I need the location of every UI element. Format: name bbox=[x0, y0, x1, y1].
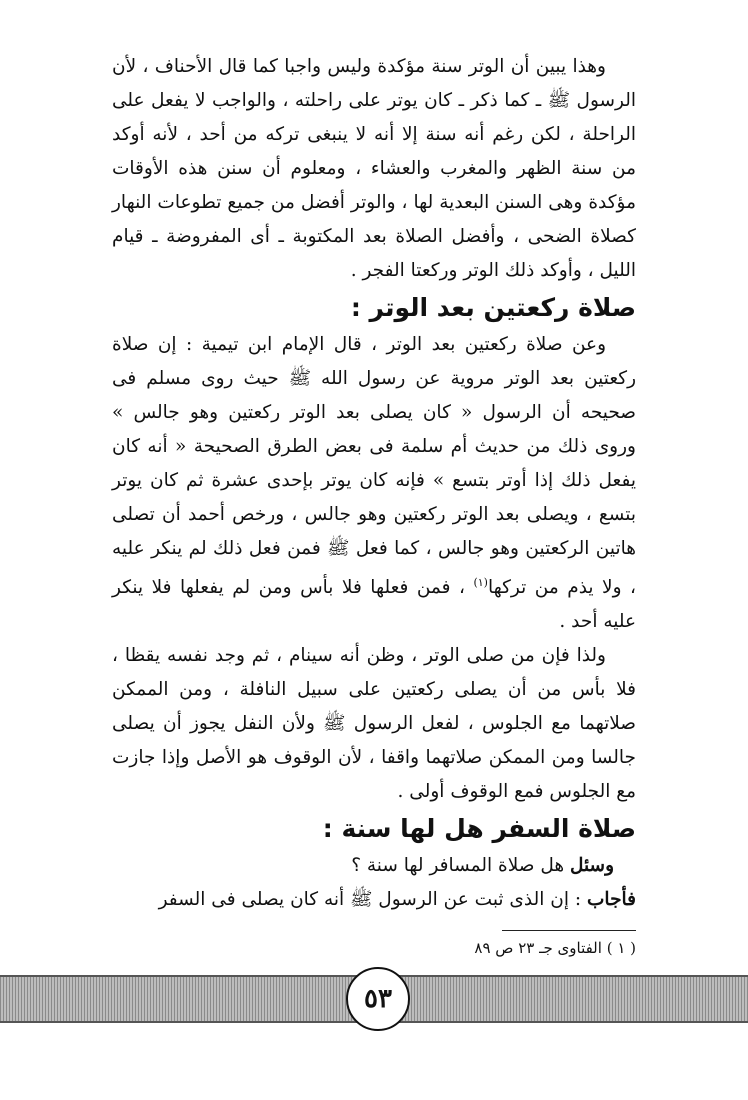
paragraph-ibn-taymiyyah bbox=[112, 328, 636, 639]
question-text: هل صلاة المسافر لها سنة ؟ bbox=[351, 855, 570, 877]
page-number: ٥٣ bbox=[346, 967, 410, 1031]
answer-text: : إن الذى ثبت عن الرسول ﷺ أنه كان يصلى فى السفر bbox=[158, 889, 588, 911]
footnote-divider bbox=[502, 930, 636, 931]
question-line bbox=[112, 849, 636, 883]
paragraph-sleep-after-witr: ولذا فإن من صلى الوتر ، وظن أنه سينام ، ثم وجد نفسه يقظا ، فلا بأس من أن يصلى ركعتين على سبيل النافلة ، ومن الممكن صلاتهما مع الجلوس ، لفعل الرسول ﷺ ولأن النفل يجوز أن يصلى جالسا ومن الممكن صلاتهما واقفا ، لأن الوقوف هو الأصل وإذا جازت مع الجلوس فمع الوقوف أولى . bbox=[112, 645, 636, 803]
footnote: ( ١ ) الفتاوى جـ ٢٣ ص ٨٩ bbox=[474, 939, 636, 957]
paragraph-ibn-taymiyyah-end: ، فمن فعلها فلا بأس ومن لم يفعلها فلا ينكر عليه أحد . bbox=[112, 577, 636, 633]
paragraph-witr-sunnah: وهذا يبين أن الوتر سنة مؤكدة وليس واجبا كما قال الأحناف ، لأن الرسول ﷺ ـ كما ذكر ـ كان يوتر على راحلته ، والواجب لا يفعل على الراحلة ، لكن رغم أنه سنة إلا أنه لا ينبغى تركه من أحد ، لأنه أوكد من سنة الظهر والمغرب والعشاء ، ومعلوم أن سنن هذه الأوقات مؤكدة وهى السنن البعدية لها ، والوتر أفضل من جميع تطوعات النهار كصلاة الضحى ، وأفضل الصلاة بعد المكتوبة ـ أى المفروضة ـ قيام الليل ، وأوكد ذلك الوتر وركعتا الفجر . bbox=[112, 56, 636, 281]
answer-lead: فأجاب bbox=[587, 889, 636, 911]
paragraph-ibn-taymiyyah-text: وعن صلاة ركعتين بعد الوتر ، قال الإمام ابن تيمية : إن صلاة ركعتين بعد الوتر مروية عن رسول الله ﷺ حيث روى مسلم فى صحيحه أن الرسول « كان يصلى بعد الوتر ركعتين وهو جالس » وروى ذلك من حديث أم سلمة فى بعض الطرق الصحيحة « أنه كان يفعل ذلك إذا أوتر بتسع » فإنه كان يوتر بإحدى عشرة ثم كان يوتر بتسع ، ويصلى بعد الوتر ركعتين وهو جالس ، ورخص أحمد أن تصلى هاتين الركعتين وهو جالس ، كما فعل ﷺ فمن فعل ذلك لم ينكر عليه ، ولا يذم من تركها bbox=[112, 334, 636, 599]
answer-line bbox=[112, 883, 636, 917]
heading-travel-prayer-sunnah: صلاة السفر هل لها سنة : bbox=[322, 814, 636, 844]
footnote-reference: (١) bbox=[473, 576, 488, 589]
page-body bbox=[112, 50, 636, 917]
heading-two-rakahs-after-witr: صلاة ركعتين بعد الوتر : bbox=[350, 293, 636, 322]
question-lead: وسئل bbox=[569, 855, 614, 877]
